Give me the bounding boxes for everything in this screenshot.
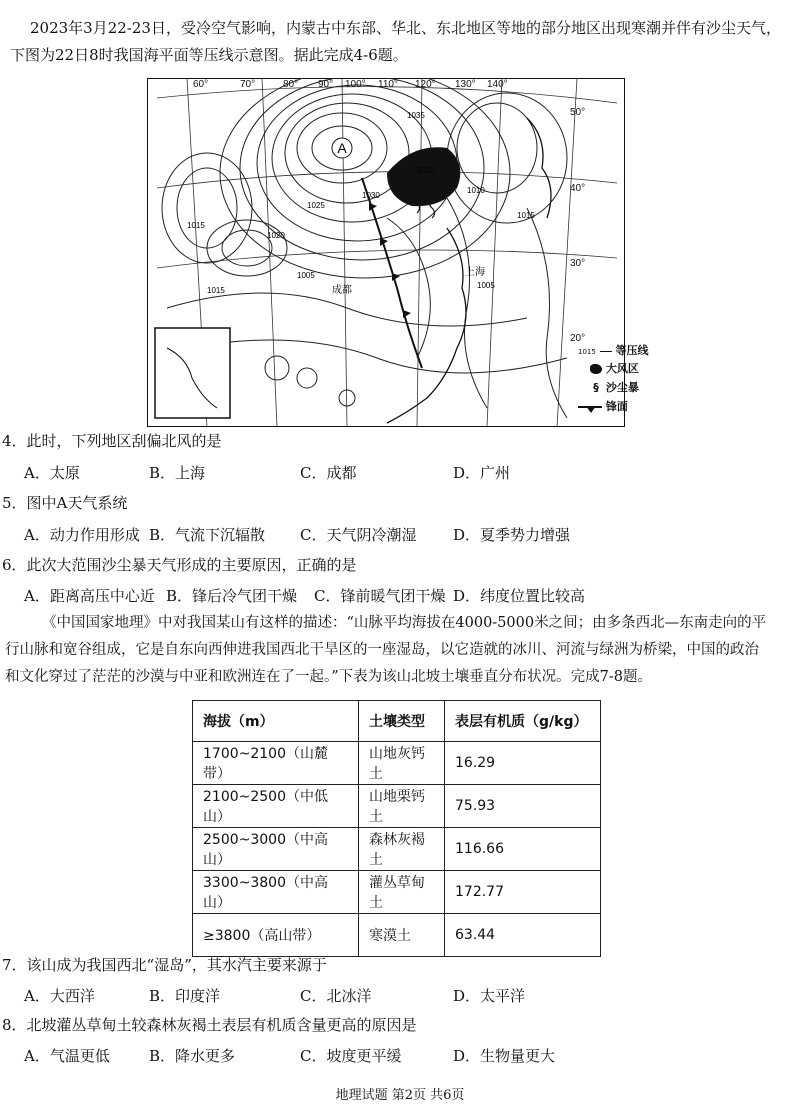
isobar-label: 1015: [517, 211, 535, 220]
question-6-option-b[interactable]: B．锋后冷气团干燥: [166, 587, 298, 605]
question-5-option-b[interactable]: B．气流下沉辐散: [149, 526, 266, 544]
question-8-stem: 8．北坡灌丛草甸土较森林灰褐土表层有机质含量更高的原因是: [2, 1016, 417, 1034]
question-4-option-c[interactable]: C．成都: [300, 464, 357, 482]
table-cell: 森林灰褐土: [359, 828, 445, 871]
lon-label: 110°: [378, 79, 398, 90]
table-cell: 116.66: [445, 828, 601, 871]
table-cell: 山地灰钙土: [359, 742, 445, 785]
question-8-option-c[interactable]: C．坡度更平缓: [300, 1047, 402, 1065]
table-cell: 172.77: [445, 871, 601, 914]
table-header: 表层有机质（g/kg）: [445, 701, 601, 742]
table-row: [193, 828, 601, 871]
lat-label: 20°: [570, 333, 586, 344]
isobar-label: 1035: [407, 111, 425, 120]
question-4-option-b[interactable]: B．上海: [149, 464, 206, 482]
dust-icon: §: [593, 381, 599, 394]
table-header: 土壤类型: [359, 701, 445, 742]
isobar-map: [147, 78, 625, 427]
question-5-stem: 5．图中A天气系统: [2, 494, 128, 512]
city-chengdu: 成都: [332, 285, 352, 296]
question-8-option-d[interactable]: D．生物量更大: [453, 1047, 556, 1065]
city-shanghai: 上海: [465, 267, 485, 278]
isobar-label: 1005: [477, 281, 495, 290]
table-row: [193, 871, 601, 914]
question-8-option-a[interactable]: A．气温更低: [24, 1047, 110, 1065]
table-cell: 16.29: [445, 742, 601, 785]
table-cell: ≥3800（高山带）: [193, 914, 359, 957]
table-cell: 3300~3800（中高山）: [193, 871, 359, 914]
question-5-option-a[interactable]: A．动力作用形成: [24, 526, 140, 544]
table-cell: 灌丛草甸土: [359, 871, 445, 914]
gale-icon: [590, 364, 602, 374]
lat-label: 50°: [570, 107, 586, 118]
lon-label: 60°: [193, 79, 209, 90]
table-cell: 寒漠土: [359, 914, 445, 957]
table-cell: 山地栗钙土: [359, 785, 445, 828]
question-7-option-c[interactable]: C．北冰洋: [300, 987, 372, 1005]
isobar-label: 1030: [362, 191, 380, 200]
question-8-option-b[interactable]: B．降水更多: [149, 1047, 236, 1065]
lon-labels: [0, 79, 800, 93]
isobar-label: 1010: [467, 186, 485, 195]
table-row: [193, 914, 601, 957]
table-row: [193, 785, 601, 828]
front-icon: [578, 406, 602, 408]
legend-gale: 大风区: [605, 362, 639, 375]
isobar-label: 1015: [207, 286, 225, 295]
question-6-option-a[interactable]: A．距离高压中心近: [24, 587, 155, 605]
intro-line-2: 下图为22日8时我国海平面等压线示意图。据此完成4-6题。: [10, 46, 408, 64]
table-cell: 2500~3000（中高山）: [193, 828, 359, 871]
question-7-option-d[interactable]: D．太平洋: [453, 987, 526, 1005]
question-4-stem: 4．此时，下列地区刮偏北风的是: [2, 432, 222, 450]
lon-label: 70°: [240, 79, 256, 90]
question-4-option-d[interactable]: D．广州: [453, 464, 511, 482]
lon-label: 80°: [283, 79, 299, 90]
question-5-option-d[interactable]: D．夏季势力增强: [453, 526, 571, 544]
legend-dust: 沙尘暴: [605, 381, 639, 394]
question-7-option-a[interactable]: A．大西洋: [24, 987, 95, 1005]
lon-label: 90°: [318, 79, 334, 90]
table-cell: 75.93: [445, 785, 601, 828]
legend-front: 锋面: [605, 400, 628, 413]
soil-table: [192, 700, 601, 957]
lon-label: 130°: [455, 79, 476, 90]
question-6-option-d[interactable]: D．纬度位置比较高: [453, 587, 586, 605]
isobar-label: 1010: [417, 166, 435, 175]
lat-label: 30°: [570, 258, 586, 269]
lat-label: 40°: [570, 183, 586, 194]
map-legend: [578, 342, 688, 422]
table-cell: 2100~2500（中低山）: [193, 785, 359, 828]
question-4-option-a[interactable]: A．太原: [24, 464, 80, 482]
system-a-label: A: [337, 140, 347, 156]
lon-label: 120°: [415, 79, 436, 90]
isobar-label: 1020: [267, 231, 285, 240]
isobar-label: 1005: [297, 271, 315, 280]
page-footer: 地理试题 第2页 共6页: [335, 1088, 465, 1103]
legend-isobar-sample: 1015: [578, 348, 596, 356]
intro2-line-1: 《中国国家地理》中对我国某山有这样的描述：“山脉平均海拔在4000-5000米之间；由多条西北—东南走向的平: [42, 615, 767, 631]
question-7-stem: 7．该山成为我国西北“湿岛”，其水汽主要来源于: [2, 956, 327, 974]
question-7-option-b[interactable]: B．印度洋: [149, 987, 221, 1005]
table-row: [193, 742, 601, 785]
question-6-stem: 6．此次大范围沙尘暴天气形成的主要原因，正确的是: [2, 556, 357, 574]
lon-label: 100°: [345, 79, 366, 90]
table-cell: 63.44: [445, 914, 601, 957]
question-5-option-c[interactable]: C．天气阴冷潮湿: [300, 526, 417, 544]
intro2-line-3: 和文化穿过了茫茫的沙漠与中亚和欧洲连在了一起。”下表为该山北坡土壤垂直分布状况。完成7-8题。: [5, 669, 653, 685]
isobar-label: 1025: [307, 201, 325, 210]
legend-isobar: 等压线: [615, 344, 649, 357]
lat-labels: [570, 0, 610, 400]
intro2-line-2: 行山脉和宽谷组成，它是自东向西伸进我国西北干旱区的一座湿岛，以它造就的冰川、河流与绿洲为桥梁，中国的政治: [5, 642, 759, 658]
intro-line-1: 2023年3月22-23日，受冷空气影响，内蒙古中东部、华北、东北地区等地的部分地区出现寒潮并伴有沙尘天气，: [30, 19, 781, 37]
table-header-row: [193, 701, 601, 742]
isobar-label: 1015: [187, 221, 205, 230]
lon-label: 140°: [487, 79, 508, 90]
table-cell: 1700~2100（山麓带）: [193, 742, 359, 785]
table-header: 海拔（m）: [193, 701, 359, 742]
question-6-option-c[interactable]: C．锋前暖气团干燥: [314, 587, 446, 605]
